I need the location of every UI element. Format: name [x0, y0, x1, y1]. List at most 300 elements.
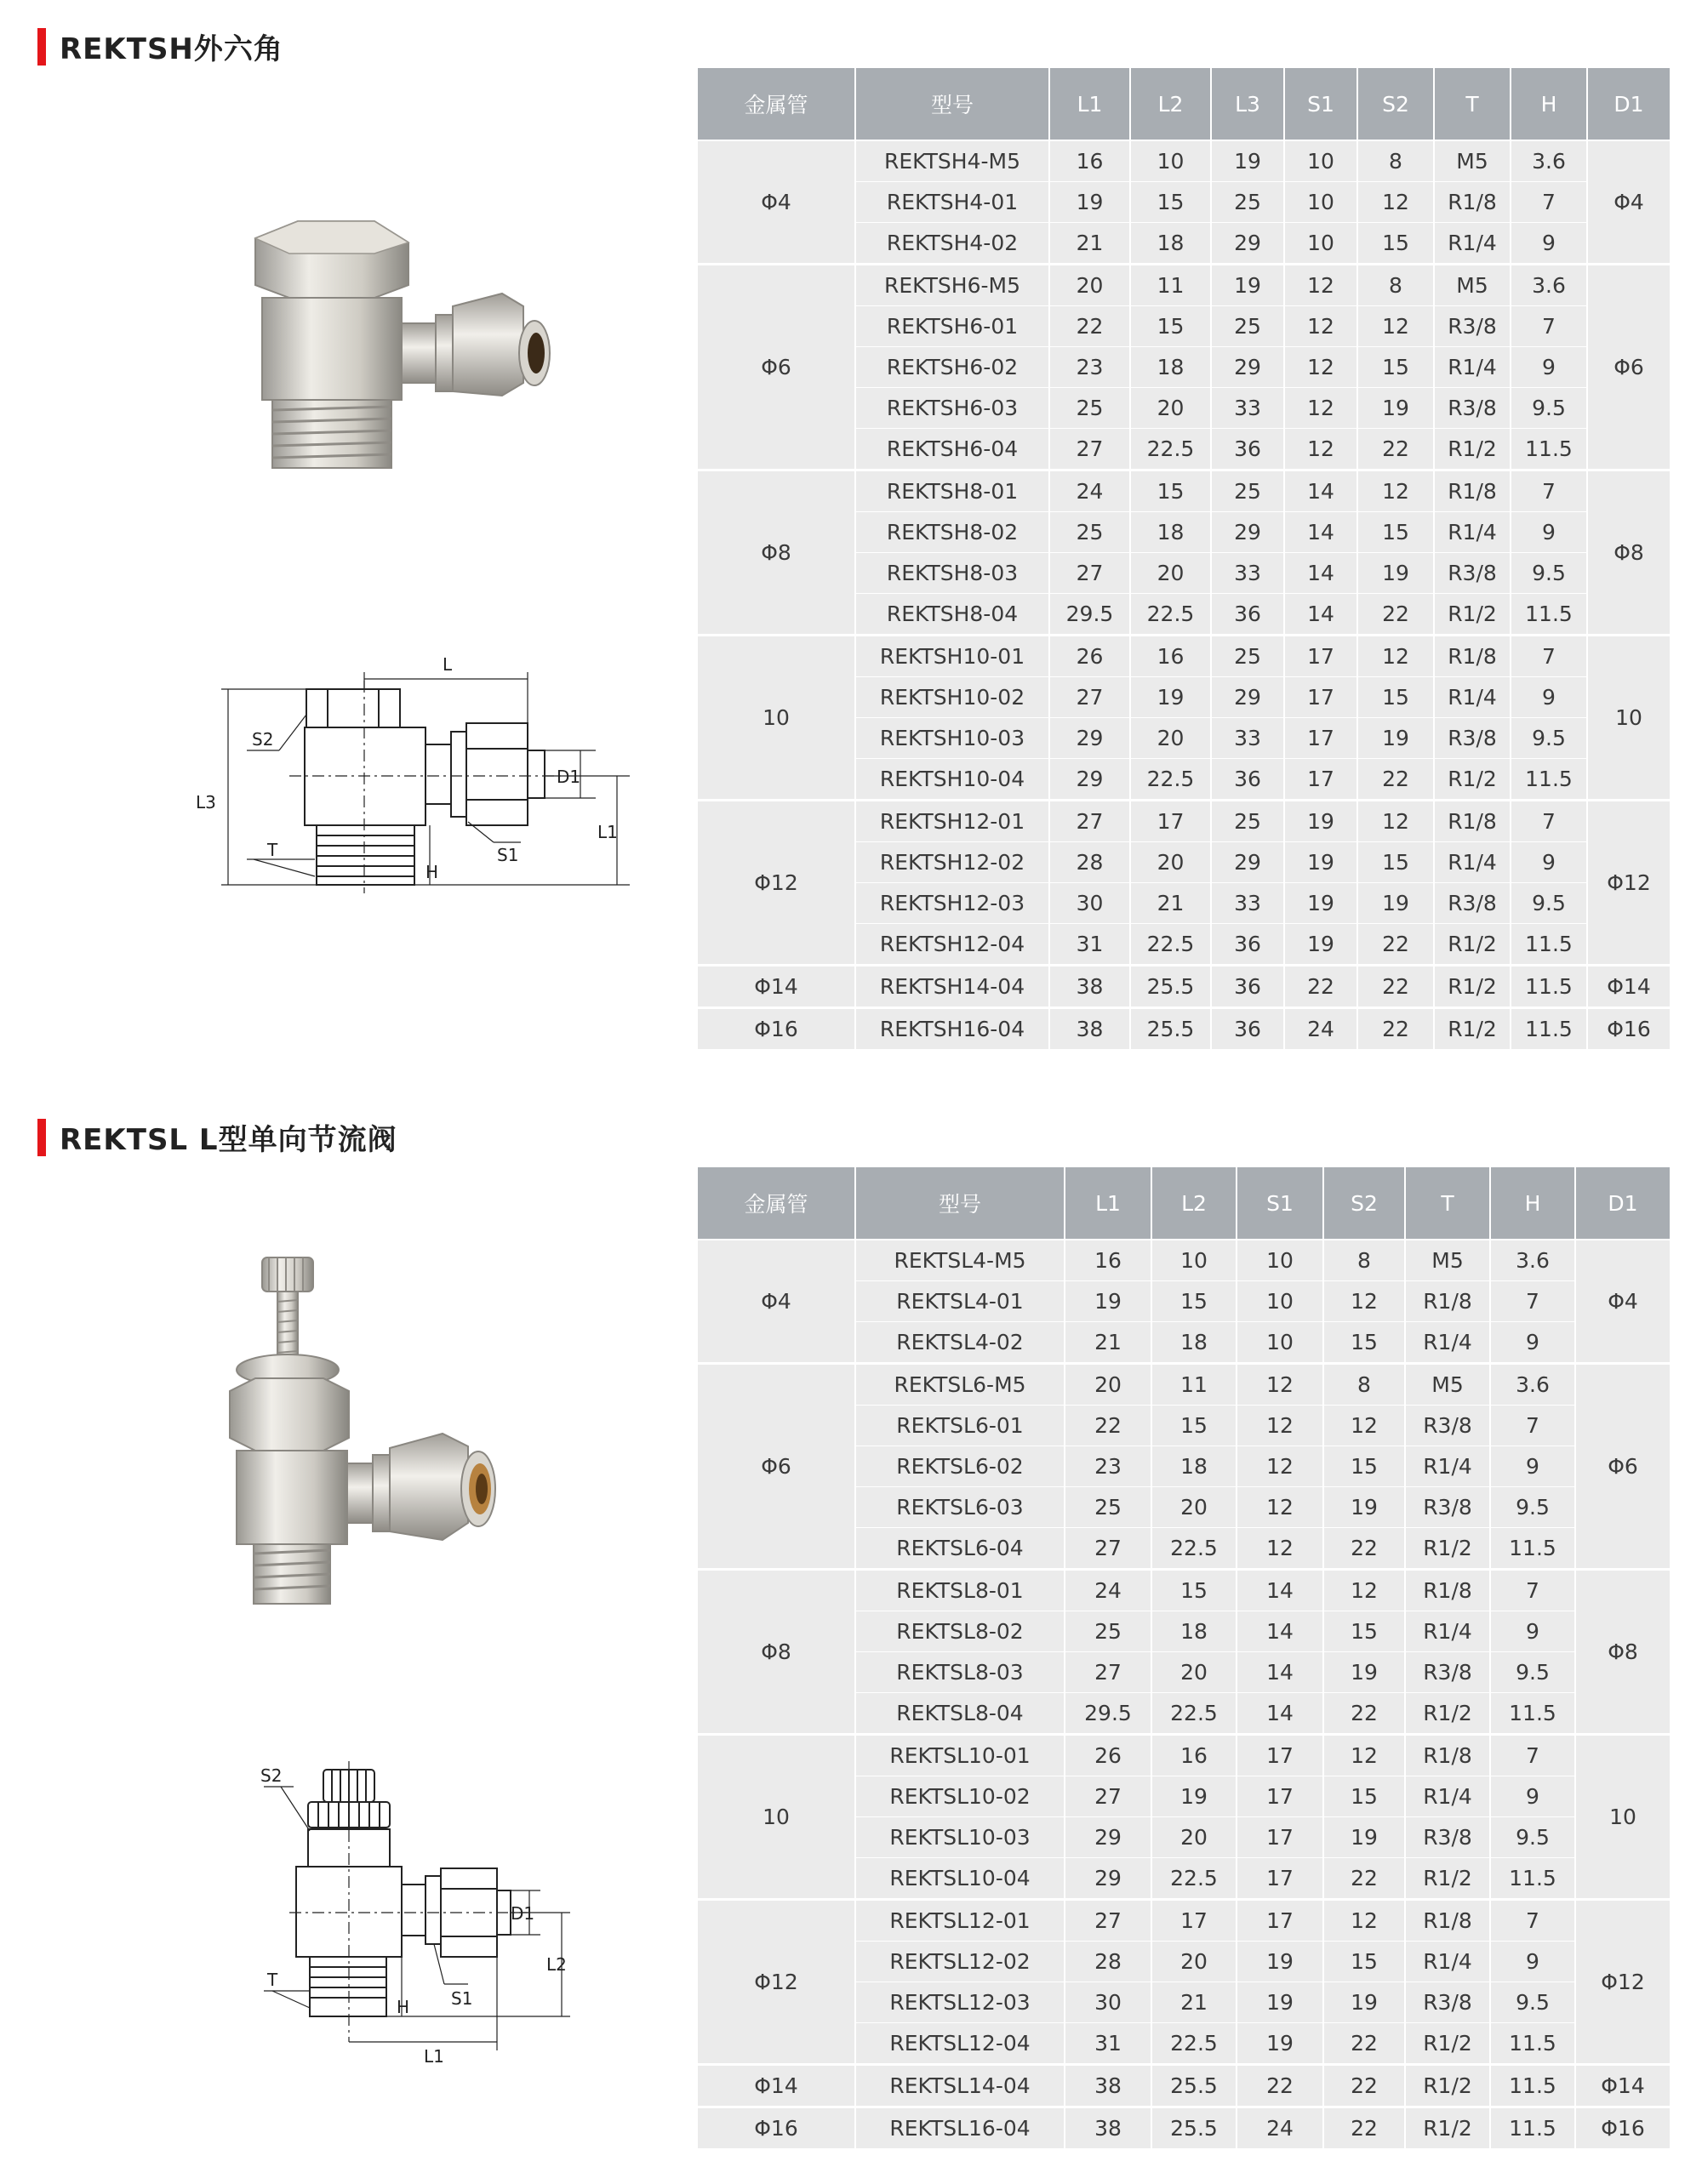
spec-cell: 26: [1065, 1735, 1151, 1776]
spec-cell: R3/8: [1405, 1652, 1490, 1693]
spec-cell: 18: [1151, 1446, 1237, 1487]
spec-cell: R1/2: [1405, 1528, 1490, 1570]
d1-cell: Φ16: [1587, 1008, 1671, 1051]
spec-cell: 3.6: [1490, 1240, 1575, 1281]
spec-cell: 24: [1237, 2107, 1323, 2150]
spec-cell: 23: [1049, 347, 1130, 388]
spec-cell: 19: [1284, 801, 1357, 842]
spec-cell: 9.5: [1490, 1817, 1575, 1858]
spec-cell: 9.5: [1490, 1652, 1575, 1693]
model-cell: REKTSL6-M5: [855, 1364, 1065, 1406]
spec-cell: 12: [1284, 429, 1357, 470]
spec-cell: 14: [1237, 1652, 1323, 1693]
spec-cell: 14: [1237, 1570, 1323, 1611]
column-header: L2: [1130, 67, 1211, 140]
spec-cell: 12: [1237, 1406, 1323, 1446]
spec-cell: 22.5: [1130, 924, 1211, 966]
spec-cell: 22: [1357, 429, 1434, 470]
spec-cell: R3/8: [1405, 1817, 1490, 1858]
column-header: T: [1405, 1166, 1490, 1240]
model-cell: REKTSH12-02: [855, 842, 1049, 883]
spec-cell: 19: [1151, 1776, 1237, 1817]
tube-size-cell: Φ12: [697, 1900, 855, 2065]
spec-cell: 10: [1151, 1240, 1237, 1281]
model-cell: REKTSL4-02: [855, 1322, 1065, 1364]
d1-cell: Φ4: [1575, 1240, 1671, 1364]
model-cell: REKTSH6-01: [855, 306, 1049, 347]
column-header: 型号: [855, 67, 1049, 140]
spec-cell: 11.5: [1511, 966, 1587, 1008]
spec-cell: 19: [1323, 1487, 1405, 1528]
spec-cell: R1/4: [1434, 842, 1511, 883]
model-cell: REKTSH4-M5: [855, 140, 1049, 182]
spec-cell: R1/8: [1405, 1900, 1490, 1942]
spec-cell: 33: [1211, 388, 1284, 429]
spec-cell: 9: [1511, 223, 1587, 265]
spec-cell: 22.5: [1130, 594, 1211, 636]
table-row: [697, 1240, 1671, 1281]
column-header: D1: [1575, 1166, 1671, 1240]
spec-cell: 15: [1323, 1942, 1405, 1982]
spec-cell: R1/8: [1405, 1281, 1490, 1322]
spec-cell: 12: [1284, 306, 1357, 347]
spec-cell: 20: [1151, 1942, 1237, 1982]
spec-cell: 27: [1065, 1776, 1151, 1817]
title-accent-bar: [37, 1119, 46, 1156]
model-cell: REKTSH6-04: [855, 429, 1049, 470]
spec-cell: 20: [1130, 553, 1211, 594]
spec-cell: 12: [1357, 182, 1434, 223]
spec-cell: R1/4: [1434, 677, 1511, 718]
tube-size-cell: Φ12: [697, 801, 855, 966]
spec-cell: 21: [1049, 223, 1130, 265]
tube-size-cell: Φ4: [697, 1240, 855, 1364]
spec-cell: 9: [1490, 1446, 1575, 1487]
table-row: [697, 1570, 1671, 1611]
spec-cell: 18: [1130, 512, 1211, 553]
spec-cell: 15: [1323, 1776, 1405, 1817]
spec-cell: 19: [1357, 718, 1434, 759]
spec-cell: 8: [1323, 1364, 1405, 1406]
spec-cell: 22: [1323, 2107, 1405, 2150]
drawing2-label-h: H: [397, 1997, 410, 2017]
spec-cell: 15: [1357, 842, 1434, 883]
model-cell: REKTSH16-04: [855, 1008, 1049, 1051]
spec-cell: 29: [1049, 718, 1130, 759]
spec-cell: 10: [1237, 1322, 1323, 1364]
spec-cell: 15: [1130, 306, 1211, 347]
spec-cell: 29: [1211, 677, 1284, 718]
spec-cell: 12: [1323, 1281, 1405, 1322]
spec-cell: R3/8: [1434, 306, 1511, 347]
d1-cell: Φ16: [1575, 2107, 1671, 2150]
spec-cell: 19: [1284, 842, 1357, 883]
spec-cell: R3/8: [1434, 553, 1511, 594]
spec-cell: 22.5: [1130, 429, 1211, 470]
spec-cell: 18: [1130, 347, 1211, 388]
spec-cell: 17: [1284, 718, 1357, 759]
d1-cell: Φ8: [1587, 470, 1671, 636]
spec-cell: 9.5: [1511, 388, 1587, 429]
spec-cell: 12: [1284, 388, 1357, 429]
spec-cell: R1/4: [1405, 1611, 1490, 1652]
spec-cell: 24: [1284, 1008, 1357, 1051]
table-row: [697, 636, 1671, 677]
spec-cell: 10: [1237, 1281, 1323, 1322]
spec-cell: 21: [1065, 1322, 1151, 1364]
column-header: L2: [1151, 1166, 1237, 1240]
model-cell: REKTSL10-01: [855, 1735, 1065, 1776]
spec-cell: 11.5: [1511, 759, 1587, 801]
spec-cell: 8: [1357, 265, 1434, 306]
model-cell: REKTSH10-01: [855, 636, 1049, 677]
spec-cell: 25.5: [1151, 2065, 1237, 2107]
spec-cell: 17: [1284, 759, 1357, 801]
spec-cell: R1/4: [1434, 347, 1511, 388]
column-header: S2: [1323, 1166, 1405, 1240]
spec-cell: 7: [1511, 801, 1587, 842]
spec-cell: 12: [1237, 1528, 1323, 1570]
spec-cell: 17: [1151, 1900, 1237, 1942]
model-cell: REKTSL8-02: [855, 1611, 1065, 1652]
model-cell: REKTSL12-03: [855, 1982, 1065, 2023]
spec-cell: 7: [1511, 306, 1587, 347]
spec-cell: R1/2: [1434, 966, 1511, 1008]
spec-cell: 15: [1357, 223, 1434, 265]
column-header: S1: [1237, 1166, 1323, 1240]
spec-cell: 21: [1151, 1982, 1237, 2023]
spec-cell: 31: [1049, 924, 1130, 966]
drawing2-label-d1: D1: [511, 1903, 535, 1924]
model-cell: REKTSH8-04: [855, 594, 1049, 636]
spec-cell: 19: [1065, 1281, 1151, 1322]
d1-cell: 10: [1587, 636, 1671, 801]
drawing1-label-l: L: [443, 655, 453, 675]
column-header: H: [1490, 1166, 1575, 1240]
spec-cell: 19: [1211, 140, 1284, 182]
spec-cell: 19: [1237, 1982, 1323, 2023]
model-cell: REKTSL12-04: [855, 2023, 1065, 2065]
model-cell: REKTSL8-04: [855, 1693, 1065, 1735]
spec-cell: 22: [1357, 759, 1434, 801]
spec-cell: 9: [1490, 1611, 1575, 1652]
spec-cell: 33: [1211, 883, 1284, 924]
spec-cell: 10: [1130, 140, 1211, 182]
d1-cell: Φ12: [1575, 1900, 1671, 2065]
spec-cell: R1/2: [1405, 1693, 1490, 1735]
model-cell: REKTSH12-04: [855, 924, 1049, 966]
spec-cell: 11.5: [1490, 1858, 1575, 1900]
spec-cell: 11.5: [1511, 429, 1587, 470]
model-cell: REKTSL6-03: [855, 1487, 1065, 1528]
d1-cell: Φ12: [1587, 801, 1671, 966]
spec-cell: 19: [1323, 1982, 1405, 2023]
spec-cell: 11: [1151, 1364, 1237, 1406]
rektsh-dimension-drawing: [187, 655, 647, 919]
spec-cell: 24: [1049, 470, 1130, 512]
spec-cell: 27: [1065, 1528, 1151, 1570]
model-cell: REKTSL10-02: [855, 1776, 1065, 1817]
spec-cell: 9: [1511, 842, 1587, 883]
spec-cell: 36: [1211, 594, 1284, 636]
spec-cell: 18: [1151, 1322, 1237, 1364]
spec-cell: R1/2: [1405, 2107, 1490, 2150]
spec-cell: R1/4: [1405, 1322, 1490, 1364]
spec-cell: 28: [1049, 842, 1130, 883]
spec-cell: 25.5: [1130, 1008, 1211, 1051]
title-accent-bar: [37, 28, 46, 66]
model-cell: REKTSH14-04: [855, 966, 1049, 1008]
spec-cell: 36: [1211, 429, 1284, 470]
spec-cell: R1/2: [1434, 429, 1511, 470]
spec-cell: R1/8: [1405, 1735, 1490, 1776]
spec-cell: 29: [1049, 759, 1130, 801]
spec-cell: 22: [1323, 1858, 1405, 1900]
model-cell: REKTSL12-02: [855, 1942, 1065, 1982]
spec-cell: 22: [1323, 2023, 1405, 2065]
spec-cell: 29: [1211, 223, 1284, 265]
spec-cell: 25: [1065, 1487, 1151, 1528]
spec-cell: 27: [1065, 1652, 1151, 1693]
d1-cell: Φ6: [1587, 265, 1671, 470]
spec-cell: 9: [1490, 1776, 1575, 1817]
spec-cell: R3/8: [1434, 718, 1511, 759]
spec-cell: 11.5: [1511, 594, 1587, 636]
spec-cell: 9: [1490, 1942, 1575, 1982]
d1-cell: Φ14: [1575, 2065, 1671, 2107]
spec-cell: 38: [1065, 2107, 1151, 2150]
spec-cell: 19: [1357, 388, 1434, 429]
spec-cell: 19: [1237, 2023, 1323, 2065]
spec-cell: 11.5: [1511, 924, 1587, 966]
spec-cell: 12: [1323, 1570, 1405, 1611]
spec-cell: R1/2: [1434, 924, 1511, 966]
spec-cell: 9.5: [1511, 883, 1587, 924]
model-cell: REKTSL8-01: [855, 1570, 1065, 1611]
spec-cell: 16: [1065, 1240, 1151, 1281]
model-cell: REKTSH12-01: [855, 801, 1049, 842]
spec-cell: 25: [1211, 801, 1284, 842]
model-cell: REKTSL6-01: [855, 1406, 1065, 1446]
spec-cell: 9: [1511, 677, 1587, 718]
table-row: [697, 1900, 1671, 1942]
spec-cell: 19: [1323, 1817, 1405, 1858]
spec-cell: 10: [1284, 182, 1357, 223]
spec-cell: 27: [1049, 429, 1130, 470]
tube-size-cell: Φ4: [697, 140, 855, 265]
spec-cell: 15: [1151, 1570, 1237, 1611]
table-row: [697, 801, 1671, 842]
spec-cell: 29: [1211, 347, 1284, 388]
spec-cell: 22: [1049, 306, 1130, 347]
drawing1-label-l3: L3: [196, 792, 216, 813]
spec-cell: 24: [1065, 1570, 1151, 1611]
spec-cell: 12: [1357, 470, 1434, 512]
column-header: L3: [1211, 67, 1284, 140]
spec-cell: 27: [1049, 677, 1130, 718]
spec-cell: 22.5: [1130, 759, 1211, 801]
spec-cell: 11.5: [1490, 2107, 1575, 2150]
column-header: L1: [1065, 1166, 1151, 1240]
spec-cell: 16: [1130, 636, 1211, 677]
spec-cell: 19: [1211, 265, 1284, 306]
spec-cell: 20: [1151, 1652, 1237, 1693]
section1-title-text: REKTSH外六角: [60, 32, 283, 66]
spec-cell: 15: [1323, 1322, 1405, 1364]
model-cell: REKTSL10-03: [855, 1817, 1065, 1858]
spec-cell: 22.5: [1151, 1528, 1237, 1570]
model-cell: REKTSL14-04: [855, 2065, 1065, 2107]
spec-cell: 10: [1284, 223, 1357, 265]
spec-cell: 19: [1284, 924, 1357, 966]
drawing1-label-s1: S1: [497, 845, 519, 865]
spec-cell: 17: [1130, 801, 1211, 842]
column-header: 金属管: [697, 67, 855, 140]
spec-cell: 7: [1511, 182, 1587, 223]
spec-cell: 12: [1284, 347, 1357, 388]
model-cell: REKTSH10-04: [855, 759, 1049, 801]
spec-cell: 7: [1511, 636, 1587, 677]
spec-cell: R1/2: [1405, 2023, 1490, 2065]
spec-cell: M5: [1405, 1240, 1490, 1281]
spec-cell: R1/4: [1434, 223, 1511, 265]
drawing2-label-t: T: [267, 1970, 278, 1990]
spec-cell: 17: [1237, 1776, 1323, 1817]
spec-cell: 7: [1490, 1735, 1575, 1776]
model-cell: REKTSH4-02: [855, 223, 1049, 265]
spec-cell: 7: [1511, 470, 1587, 512]
rektsl-dimension-drawing: [204, 1761, 596, 2067]
spec-cell: 19: [1130, 677, 1211, 718]
spec-cell: R1/2: [1405, 2065, 1490, 2107]
spec-cell: 12: [1357, 801, 1434, 842]
drawing2-label-s1: S1: [451, 1988, 473, 2009]
spec-cell: 11.5: [1511, 1008, 1587, 1051]
rektsh-product-photo: [221, 213, 562, 519]
drawing1-label-l1: L1: [597, 822, 618, 842]
spec-cell: 17: [1284, 677, 1357, 718]
spec-cell: 20: [1130, 388, 1211, 429]
model-cell: REKTSH8-01: [855, 470, 1049, 512]
spec-cell: 9.5: [1511, 553, 1587, 594]
spec-cell: 19: [1323, 1652, 1405, 1693]
spec-cell: 11.5: [1490, 2023, 1575, 2065]
tube-size-cell: Φ16: [697, 1008, 855, 1051]
spec-cell: 12: [1357, 636, 1434, 677]
spec-cell: 15: [1151, 1281, 1237, 1322]
rektsl-product-photo: [221, 1251, 562, 1617]
column-header: S1: [1284, 67, 1357, 140]
spec-cell: 19: [1049, 182, 1130, 223]
spec-cell: 38: [1065, 2065, 1151, 2107]
column-header: D1: [1587, 67, 1671, 140]
spec-cell: 8: [1323, 1240, 1405, 1281]
spec-cell: 20: [1151, 1487, 1237, 1528]
model-cell: REKTSH4-01: [855, 182, 1049, 223]
spec-cell: 33: [1211, 553, 1284, 594]
spec-cell: M5: [1434, 140, 1511, 182]
spec-cell: 15: [1357, 677, 1434, 718]
spec-cell: 30: [1065, 1982, 1151, 2023]
spec-cell: 17: [1237, 1900, 1323, 1942]
spec-cell: 12: [1323, 1900, 1405, 1942]
spec-cell: R1/4: [1405, 1942, 1490, 1982]
spec-cell: 27: [1065, 1900, 1151, 1942]
spec-cell: 14: [1237, 1693, 1323, 1735]
spec-cell: 22: [1357, 966, 1434, 1008]
spec-cell: 12: [1323, 1406, 1405, 1446]
spec-cell: 29.5: [1049, 594, 1130, 636]
model-cell: REKTSH8-03: [855, 553, 1049, 594]
spec-cell: 3.6: [1511, 140, 1587, 182]
tube-size-cell: Φ6: [697, 265, 855, 470]
spec-cell: 33: [1211, 718, 1284, 759]
d1-cell: 10: [1575, 1735, 1671, 1900]
tube-size-cell: Φ14: [697, 966, 855, 1008]
spec-cell: 9: [1511, 512, 1587, 553]
spec-cell: R3/8: [1405, 1982, 1490, 2023]
spec-cell: 8: [1357, 140, 1434, 182]
spec-cell: 27: [1049, 553, 1130, 594]
spec-cell: 25.5: [1151, 2107, 1237, 2150]
spec-cell: 18: [1151, 1611, 1237, 1652]
drawing2-label-s2: S2: [260, 1765, 283, 1786]
drawing1-label-s2: S2: [252, 729, 274, 750]
spec-cell: R3/8: [1405, 1406, 1490, 1446]
spec-cell: 17: [1237, 1735, 1323, 1776]
spec-cell: 22: [1357, 924, 1434, 966]
spec-cell: 9: [1511, 347, 1587, 388]
spec-cell: 30: [1049, 883, 1130, 924]
spec-cell: R3/8: [1434, 388, 1511, 429]
spec-cell: 12: [1284, 265, 1357, 306]
spec-cell: 11: [1130, 265, 1211, 306]
section2-title: [37, 1116, 397, 1158]
spec-cell: 22: [1237, 2065, 1323, 2107]
column-header: L1: [1049, 67, 1130, 140]
section1-title: [37, 26, 283, 67]
spec-cell: R1/2: [1434, 594, 1511, 636]
model-cell: REKTSH6-M5: [855, 265, 1049, 306]
spec-cell: 7: [1490, 1281, 1575, 1322]
model-cell: REKTSL10-04: [855, 1858, 1065, 1900]
spec-cell: 36: [1211, 759, 1284, 801]
spec-cell: R1/2: [1405, 1858, 1490, 1900]
spec-cell: 17: [1284, 636, 1357, 677]
spec-cell: 22: [1065, 1406, 1151, 1446]
spec-cell: 22.5: [1151, 1858, 1237, 1900]
spec-cell: 31: [1065, 2023, 1151, 2065]
spec-cell: 12: [1237, 1487, 1323, 1528]
spec-cell: 19: [1357, 553, 1434, 594]
tube-size-cell: Φ14: [697, 2065, 855, 2107]
spec-cell: 25: [1211, 306, 1284, 347]
drawing1-label-t: T: [267, 840, 278, 860]
table-row: [697, 1008, 1671, 1051]
drawing1-label-d1: D1: [557, 767, 581, 787]
spec-cell: 22: [1357, 1008, 1434, 1051]
spec-cell: R1/8: [1434, 801, 1511, 842]
spec-cell: 29: [1065, 1858, 1151, 1900]
model-cell: REKTSL16-04: [855, 2107, 1065, 2150]
spec-cell: 22.5: [1151, 1693, 1237, 1735]
spec-cell: 11.5: [1490, 1693, 1575, 1735]
spec-cell: 21: [1130, 883, 1211, 924]
spec-cell: R1/4: [1405, 1776, 1490, 1817]
spec-cell: M5: [1434, 265, 1511, 306]
spec-cell: M5: [1405, 1364, 1490, 1406]
spec-cell: R1/2: [1434, 1008, 1511, 1051]
